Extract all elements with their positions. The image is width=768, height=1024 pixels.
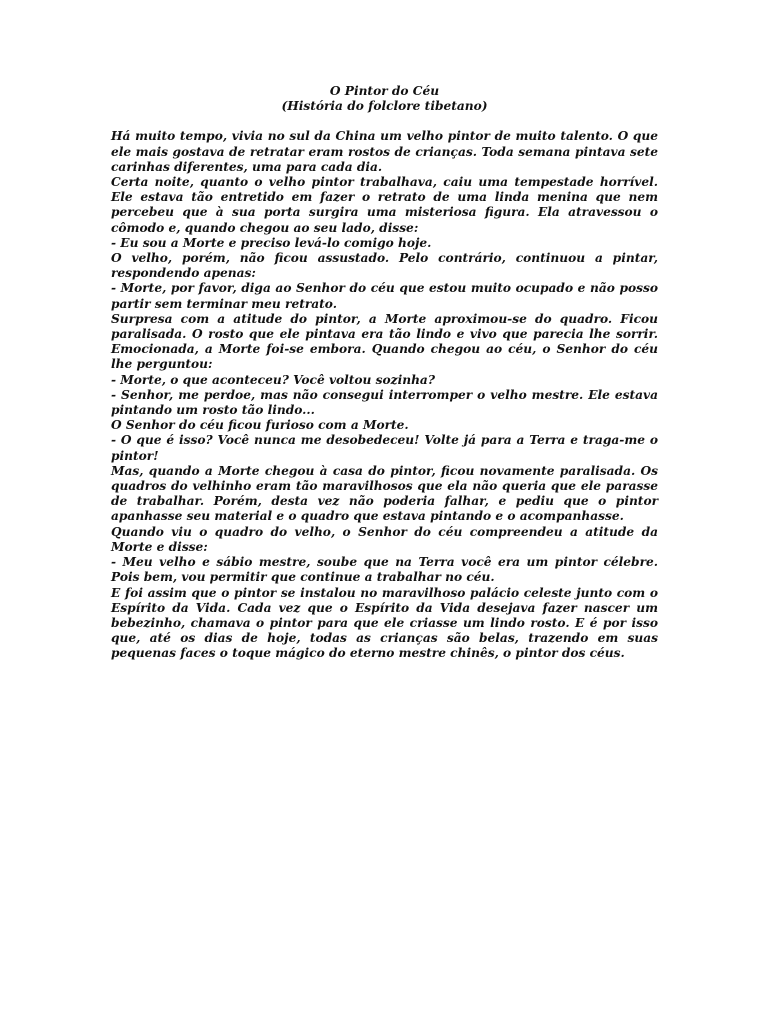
paragraph: E foi assim que o pintor se instalou no maravilhoso palácio celeste junto com o Espírito da Vida. Cada vez que o Espírito da Vida desejava fazer nascer um bebezinho, chamava o pintor para que ele criasse um lindo rosto. E é por isso que, até os dias de hoje, todas as crianças são belas, trazendo em suas pequenas faces o toque mágico do eterno mestre chinês, o pintor dos céus. (111, 585, 658, 661)
paragraph: - Meu velho e sábio mestre, soube que na Terra você era um pintor célebre. Pois bem, vou permitir que continue a trabalhar no céu. (111, 555, 658, 585)
paragraph: Certa noite, quanto o velho pintor trabalhava, caiu uma tempestade horrível. Ele estava tão entretido em fazer o retrato de uma linda menina que nem percebeu que à sua porta surgira uma misteriosa figura. Ela atravessou o cômodo e, quando chegou ao seu lado, disse: (111, 175, 658, 235)
paragraph: - Eu sou a Morte e preciso levá-lo comigo hoje. (111, 235, 432, 250)
paragraph: Surpresa com a atitude do pintor, a Morte aproximou-se do quadro. Ficou paralisada. O rosto que ele pintava era tão lindo e vivo que parecia lhe sorrir. Emocionada, a Morte foi-se embora. Quando chegou ao céu, o Senhor do céu lhe perguntou: (111, 311, 658, 372)
paragraph: - Morte, o que aconteceu? Você voltou sozinha? (111, 372, 435, 387)
paragraph: - Senhor, me perdoe, mas não consegui interromper o velho mestre. Ele estava pintando um rosto tão lindo... (111, 387, 658, 418)
document-title: O Pintor do Céu (329, 84, 440, 98)
paragraph: O velho, porém, não ficou assustado. Pelo contrário, continuou a pintar, respondendo apenas: (111, 251, 658, 281)
document-body (111, 129, 658, 661)
paragraph: O Senhor do céu ficou furioso com a Morte. (111, 418, 409, 433)
paragraph: - O que é isso? Você nunca me desobedeceu! Volte já para a Terra e traga-me o pintor! (111, 433, 658, 463)
paragraph: Mas, quando a Morte chegou à casa do pintor, ficou novamente paralisada. Os quadros do velhinho eram tão maravilhosos que ela não queria que ele parasse de trabalhar. Porém, desta vez não poderia falhar, e pediu que o pintor apanhasse seu material e o quadro que estava pintando e o acompanhasse. (111, 463, 658, 524)
paragraph: - Morte, por favor, diga ao Senhor do céu que estou muito ocupado e não posso partir sem terminar meu retrato. (111, 281, 658, 311)
document-page (111, 84, 658, 662)
paragraph: Quando viu o quadro do velho, o Senhor do céu compreendeu a atitude da Morte e disse: (111, 524, 658, 554)
title-block (111, 84, 658, 114)
document-subtitle: (História do folclore tibetano) (281, 99, 488, 114)
paragraph: Há muito tempo, vivia no sul da China um velho pintor de muito talento. O que ele mais gostava de retratar eram rostos de crianças. Toda semana pintava sete carinhas diferentes, uma para cada dia. (111, 129, 658, 174)
